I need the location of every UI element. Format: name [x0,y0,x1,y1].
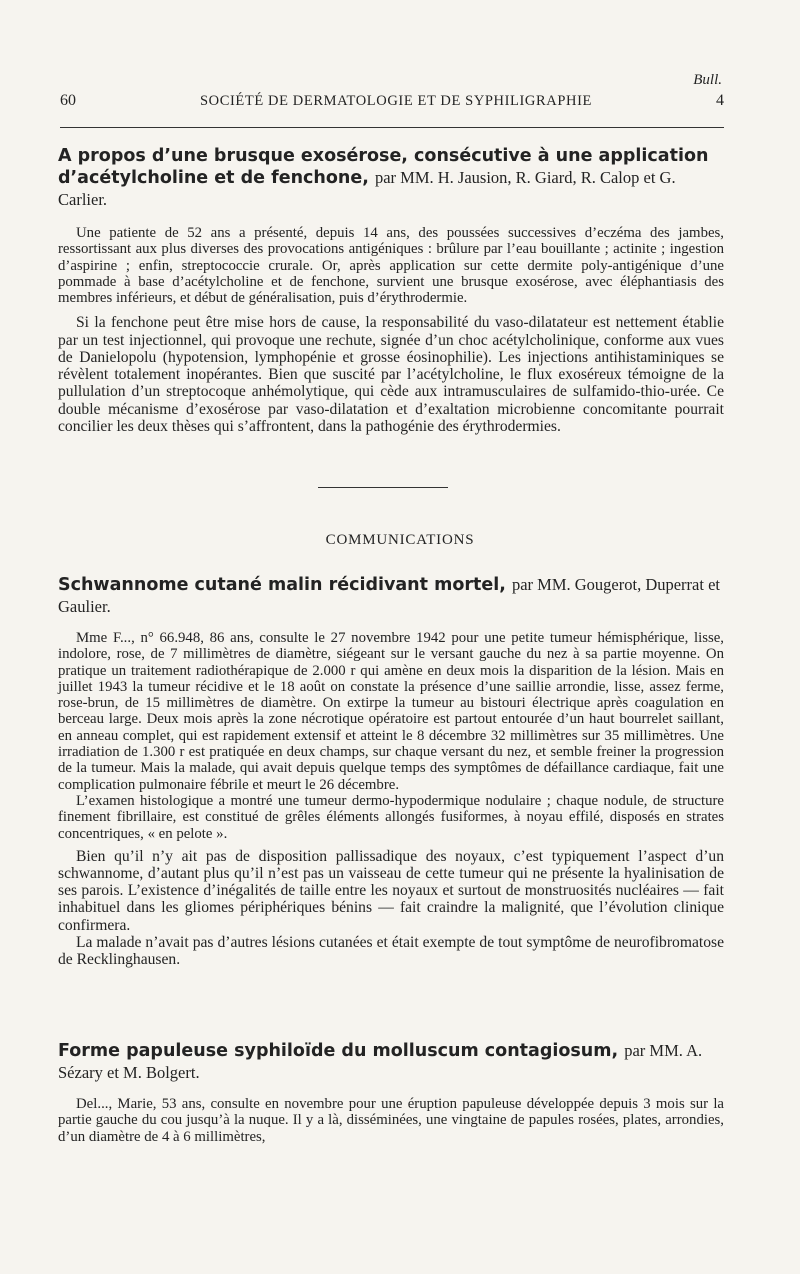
article-1 [58,146,724,435]
article-2 [58,574,724,968]
article-3 [58,1040,724,1145]
article-1-paragraph: Si la fenchone peut être mise hors de cause, la responsabilité du vaso-dilatateur est nettement établie par un test injectionnel, qui provoque une rechute, signée d’un choc acétylcholinique, conforme aux vues de Danielopolu (hypotension, lymphopénie et grosse éosinophilie). Les injections antihistaminiques se révèlent totalement inopérantes. Bien que suscité par l’acétylcholine, le flux exoséreux témoigne de la pullulation d’un streptocoque anhémolytique, qui cède aux intramusculaires de sulfamido-thio-urée. Ce double mécanisme d’exosérose par vaso-dilatation et d’exaltation microbienne concomitante pourrait concilier les deux thèses qui s’affrontent, dans la pathogénie des érythrodermies. [58,314,724,435]
running-header [60,92,724,116]
article-2-title: Schwannome cutané malin récidivant mortel, [58,575,506,595]
page-number: 60 [60,92,76,109]
article-3-paragraph: Del..., Marie, 53 ans, consulte en novembre pour une éruption papuleuse développée depuis 3 mois sur la partie gauche du cou jusqu’à la nuque. Il y a là, disséminées, une vingtaine de papules rosées, plates, arrondies, d’un diamètre de 4 à 6 millimètres, [58,1096,724,1145]
running-title: SOCIÉTÉ DE DERMATOLOGIE ET DE SYPHILIGRAPHIE [200,93,592,109]
article-1-paragraph: Une patiente de 52 ans a présenté, depuis 14 ans, des poussées successives d’eczéma des jambes, ressortissant aux plus diverses des provocations antigéniques : brûlure par l’eau bouillante ; actinite ; ingestion d’aspirine ; enfin, streptococcie crurale. Or, après application sur cette dermite poly-antigénique d’une pommade à base d’acétylcholine et de fenchone, survient une brusque exosérose, avec éléphantiasis des membres inférieurs, et début de généralisation, puis d’érythrodermie. [58,225,724,307]
article-3-byline: par MM. A. Sézary et M. Bolgert. [58,1041,703,1082]
article-1-title: A propos d’une brusque exosérose, consécutive à une application d’acétylcholine et de fenchone, [58,146,709,188]
article-1-heading [58,146,724,211]
article-2-heading [58,574,724,618]
issue-number: 4 [715,92,724,109]
article-2-paragraph: La malade n’avait pas d’autres lésions cutanées et était exempte de tout symptôme de neurofibromatose de Recklinghausen. [58,933,724,969]
section-divider [318,487,448,488]
article-1-byline: par MM. H. Jausion, R. Giard, R. Calop et G. Carlier. [58,168,676,209]
article-3-title: Forme papuleuse syphiloïde du molluscum contagiosum, [58,1041,619,1061]
article-2-paragraph: Mme F..., n° 66.948, 86 ans, consulte le 27 novembre 1942 pour une petite tumeur hémisphérique, lisse, indolore, rose, de 7 millimètres de diamètre, siégeant sur le versant gauche du nez à sa partie moyenne. On pratique un traitement radiothérapique de 2.000 r qui amène en deux mois la disparition de la lésion. Mais en juillet 1943 la tumeur récidive et le 18 août on constate la présence d’une saillie arrondie, lisse, assez ferme, rose-brun, de 15 millimètres de diamètre. On extirpe la tumeur au bistouri électrique après coagulation en berceau large. Deux mois après la zone nécrotique opératoire est partout entourée d’un haut bourrelet saillant, en anneau complet, qui est rapidement extensif et atteint le 8 décembre 32 millimètres sur 35 millimètres. Une irradiation de 1.300 r est pratiquée en deux champs, sur chaque versant du nez, et semble freiner la progression de la tumeur. Mais la malade, qui avait depuis quelque temps des symptômes de défaillance cardiaque, fait une complication pulmonaire fébrile et meurt le 26 décembre. [58,630,724,793]
article-2-paragraph: Bien qu’il n’y ait pas de disposition pallissadique des noyaux, c’est typiquement l’aspect d’un schwannome, d’autant plus qu’il n’est pas un vaisseau de cette tumeur qui ne présente la hyalinisation de ses parois. L’existence d’inégalités de taille entre les noyaux et surtout de monstruosités nucléaires — fait inhabituel dans les gliomes périphériques bénins — fait craindre la malignité, que l’évolution clinique confirmera. [58,847,724,934]
section-heading: COMMUNICATIONS [325,532,475,548]
article-2-byline: par MM. Gougerot, Duperrat et Gaulier. [58,575,720,616]
article-2-paragraph: L’examen histologique a montré une tumeur dermo-hypodermique nodulaire ; chaque nodule, de structure finement fibrillaire, est constitué de grêles éléments allongés fusiformes, à noyau effilé, disposés en strates concentriques, « en pelote ». [58,792,724,842]
article-3-heading [58,1040,724,1084]
header-rule [60,127,724,128]
bulletin-mark: Bull. [693,72,722,88]
